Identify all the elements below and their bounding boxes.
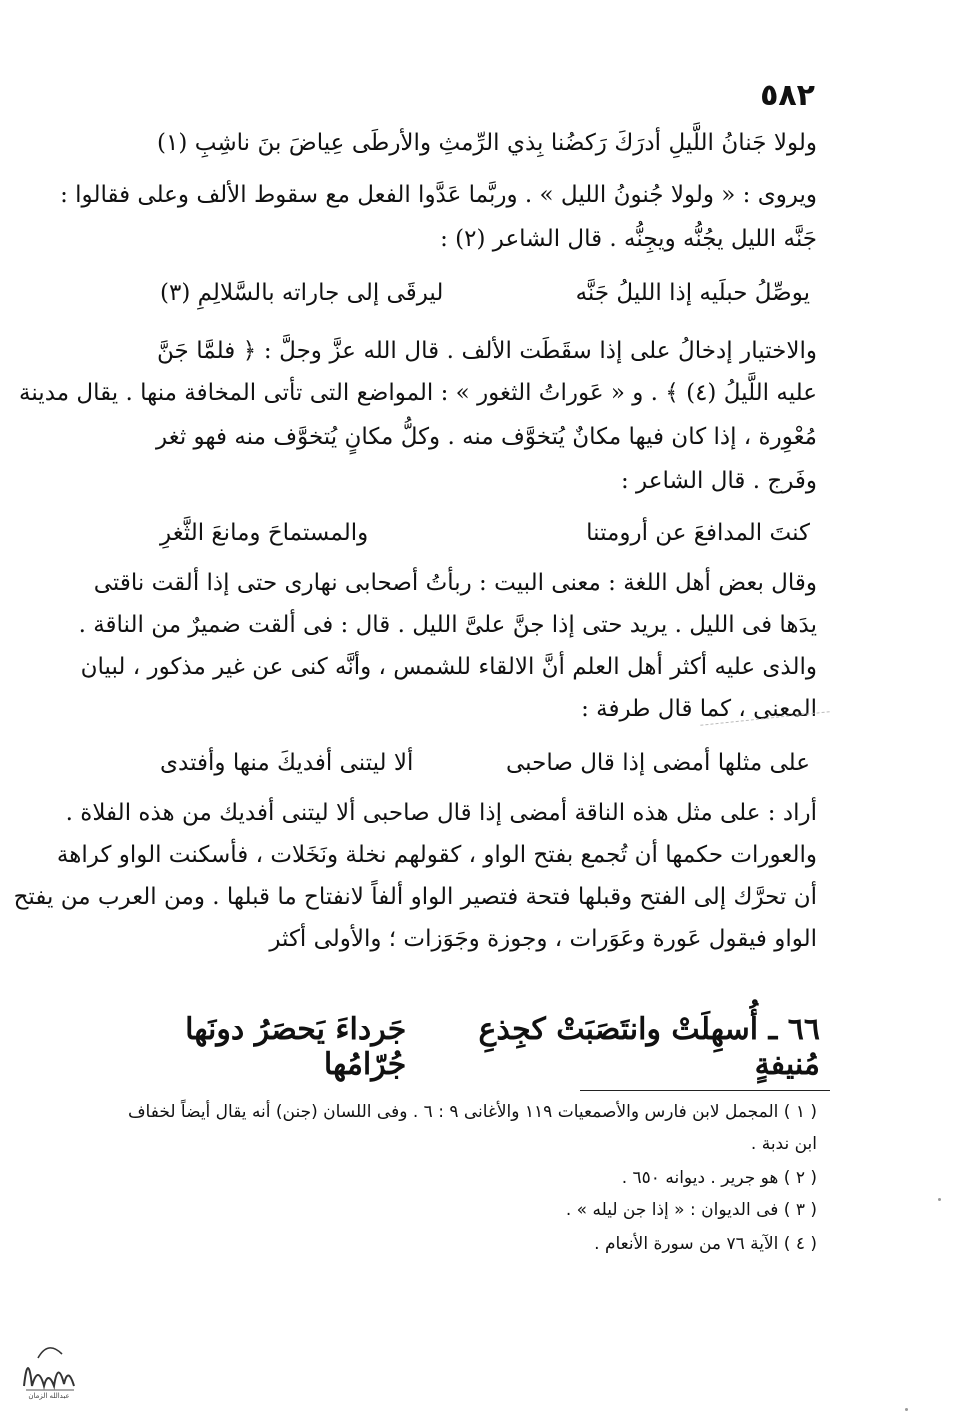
text-line: والعورات حكمها أن تُجمع بفتح الواو ، كقولهم نخلة ونَخَلات ، فأسكنت الواو كراهة (56, 842, 817, 868)
text-line: عليه اللَّيلُ (٤) ﴾ . و « عَوراتُ الثغور » : المواضع التى تأتى المخافة منها . يقال مدينة (19, 380, 817, 406)
stamp-caption: عبدالله الزمان (28, 1392, 70, 1400)
text-line: وقال بعض أهل اللغة : معنى البيت : ربأتُ أصحابى نهارى حتى إذا ألقت ناقتى (93, 570, 817, 596)
text-line: ويروى : « ولولا جُنونُ الليل » . وربَّما عَدَّوا الفعل مع سقوط الألف وعلى فقالوا : (60, 182, 817, 208)
scan-speck (938, 1198, 941, 1201)
text-line: يدَها فى الليل . يريد حتى إذا جنَّ علىَّ الليل . قال : فى ألقت ضميرٌ من الناقة . (78, 612, 817, 638)
verse-second-hemistich: ليرقَى إلى جاراته بالسَّلالِمِ (٣) (160, 280, 444, 306)
text-line: والاختيار إدخالُ على إذا سقَطَت الألف . قال الله عزَّ وجلَّ : ﴿ فلمَّا جَنَّ (157, 338, 817, 364)
verse-66-first-hemistich: ٦٦ ـ أُسهِلَتْ وانتَصَبَتْ كجِذعِ مُنيفةٍ (478, 1012, 820, 1082)
verse-first-hemistich: كنتَ المدافعَ عن أرومتنا (586, 520, 810, 546)
footnote-3: ( ٣ ) فى الديوان : « إذا جن ليله » . (565, 1200, 817, 1220)
footnote-2: ( ٢ ) هو جرير . ديوانه ٦٥٠ . (621, 1168, 817, 1188)
scan-speck (905, 1408, 908, 1411)
footnote-1: ( ١ ) المجمل لابن فارس والأصمعيات ١١٩ والأغانى ٩ : ٦ . وفى اللسان (جنن) أنه يقال أيضاً لخفاف (127, 1102, 817, 1122)
footnote-1-continued: ابن ندبة . (750, 1134, 817, 1154)
text-line: أن تحرَّك إلى الفتح وقبلها فتحة فتصير الواو ألفاً لانفتاح ما قبلها . ومن العرب من يفتح (13, 884, 817, 910)
verse (160, 280, 810, 306)
verse-second-hemistich: والمستماحَ ومانعَ الثَّغرِ (160, 520, 369, 546)
verse-66-second-hemistich: جَرداءَ يَحصَرُ دونَها جُرّامُها (185, 1012, 407, 1082)
page-number: ٥٨٢ (760, 78, 815, 113)
verse-first-hemistich: يوصِّلُ حبلَيه إذا الليلُ جَنَّه (575, 280, 810, 306)
footnote-4: ( ٤ ) الآية ٧٦ من سورة الأنعام . (594, 1234, 817, 1254)
verse-first-hemistich: على مثلها أمضى إذا قال صاحبى (506, 750, 810, 776)
footnote-separator (580, 1090, 830, 1091)
text-line: المعنى ، كما قال طرفة : (581, 696, 817, 722)
verse-second-hemistich: ألا ليتنى أفديكَ منها وأفتدى (160, 750, 414, 776)
verse (160, 520, 810, 546)
text-line: أراد : على مثل هذه الناقة أمضى إذا قال صاحبى ألا ليتنى أفديك من هذه الفلاة . (65, 800, 817, 826)
text-line: جَنَّه الليل يجُنُّه ويجِنُّه . قال الشاعر (٢) : (440, 226, 817, 252)
text-line: مُعْوِرة ، إذا كان فيها مكانٌ يُتخوَّف منه . وكلُّ مكانٍ يُتخوَّف منه فهو ثغر (156, 424, 817, 450)
calligraphy-stamp-logo (18, 1330, 80, 1402)
verse-line-opening: ولولا جَنانُ اللَّيلِ أدرَكَ رَكضُنا بِذي الرِّمثِ والأرطَى عِياضَ بنَ ناشِبِ (١) (157, 130, 817, 156)
text-line: الواو فيقول عَورة وعَوَرات ، وجوزة وجَوَزات ؛ والأولى أكثر (269, 926, 817, 952)
verse-66 (95, 1012, 820, 1082)
text-line: والذى عليه أكثر أهل العلم أنَّ الالقاء للشمس ، وأنَّه كنى عن غير مذكور ، لبيان (80, 654, 817, 680)
text-line: وفَرج . قال الشاعر : (621, 468, 817, 494)
verse (160, 750, 810, 776)
